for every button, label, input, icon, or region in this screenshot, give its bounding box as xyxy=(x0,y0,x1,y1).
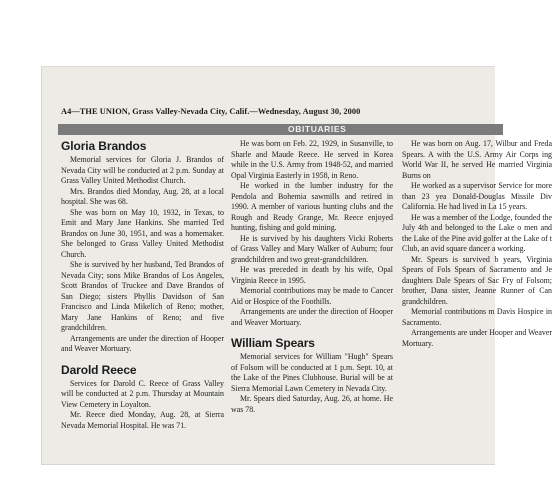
paragraph: He worked in the lumber industry for the Pendola and Bohemia sawmills and retired in 1990. A member of various hunting clubs and the Rough and Ready Grange, Mr. Reece enjoyed hunting, fishing and gold mining. xyxy=(231,181,393,232)
obituary-name-reece: Darold Reece xyxy=(61,362,137,377)
obituary-name-brandos: Gloria Brandos xyxy=(61,139,147,153)
column-1 xyxy=(61,139,224,431)
column-2 xyxy=(231,139,393,415)
paragraph: He was born on Feb. 22, 1929, in Susanville, to Sharle and Maude Reece. He served in Korea while in the U.S. Army from 1948-52, and married Opal Virginia Easterly in 1958, in Reno. xyxy=(231,139,393,180)
paragraph: Memorial contributions may be made to Cancer Aid or Hospice of the Foothills. xyxy=(231,286,393,306)
paragraph: He is survived by his daughters Vicki Roberts of Grass Valley and Mary Walker of Auburn; four grandchildren and two great-grandchildren. xyxy=(231,233,393,264)
paragraph: Memorial contributions m Davis Hospice in Sacramento. xyxy=(402,307,552,327)
column-3 xyxy=(402,139,552,349)
paragraph: He was born on Aug. 17, Wilbur and Freda Spears. A with the U.S. Army Air Corps ing World War II, he served He married Virginia Burns on xyxy=(402,139,552,180)
paragraph: Mr. Reece died Monday, Aug. 28, at Sierra Nevada Memorial Hospital. He was 71. xyxy=(61,410,224,430)
paragraph: She is survived by her husband, Ted Brandos of Nevada City; sons Mike Brandos of Los Angeles, Scott Brandos of Truckee and Dave Brandos of San Diego; sisters Phyllis Davidson of San Francisco and Linda Mikelich of Reno; mother, Mary Jane Hankins of Reno; and five grandchildren. xyxy=(61,260,224,332)
paragraph: Mr. Spears died Saturday, Aug. 26, at home. He was 78. xyxy=(231,394,393,414)
paragraph: He was preceded in death by his wife, Opal Virginia Reece in 1995. xyxy=(231,265,393,285)
paragraph: Arrangements are under Hooper and Weaver Mortuary. xyxy=(402,328,552,348)
paragraph: Mrs. Brandos died Monday, Aug. 28, at a local hospital. She was 68. xyxy=(61,186,224,206)
newspaper-clipping xyxy=(41,66,552,465)
paragraph: Memorial services for William "Hugh" Spears of Folsom will be conducted at 1 p.m. Sept. 10, at the Lake of the Pines Clubhouse. Burial will be at Sierra Memorial Lawn Cemetery in Nevada City. xyxy=(231,352,393,393)
paragraph: She was born on May 10, 1932, in Texas, to Emit and Mary Jane Hankins. She married Ted Brandos on June 30, 1951, and was a homemaker. She belonged to Grass Valley United Methodist Church. xyxy=(61,207,224,259)
page-folio: A4—THE UNION, Grass Valley-Nevada City, Calif.—Wednesday, August 30, 2000 xyxy=(61,107,361,116)
section-banner: OBITUARIES xyxy=(58,124,503,135)
paragraph: Arrangements are under the direction of Hooper and Weaver Mortuary. xyxy=(61,333,224,353)
paragraph: He worked as a supervisor Service for more than 23 yea Donald-Douglas Missile Div California. He had lived in La 15 years. xyxy=(402,181,552,211)
paragraph: He was a member of the Lodge, founded the July 4th and belonged to the Lake o men and the Lake of the Pine avid golfer at the Lake of t Club, an avid square dancer a working. xyxy=(402,212,552,253)
paragraph: Memorial services for Gloria J. Brandos of Nevada City will be conducted at 2 p.m. Sunday at Grass Valley United Methodist Church. xyxy=(61,155,224,185)
obituary-name-spears: William Spears xyxy=(231,336,315,350)
paragraph: Services for Darold C. Reece of Grass Valley will be conducted at 2 p.m. Thursday at Mountain View Cemetery in Loyalton. xyxy=(61,378,224,409)
paragraph: Mr. Spears is survived b years, Virginia Spears of Fols Spears of Sacramento and Je daughters Dale Spears of Sac Fry of Folsom; brother, Dana sister, Jeanne Runner of Can grandchildren. xyxy=(402,254,552,306)
paragraph: Arrangements are under the direction of Hooper and Weaver Mortuary. xyxy=(231,307,393,327)
